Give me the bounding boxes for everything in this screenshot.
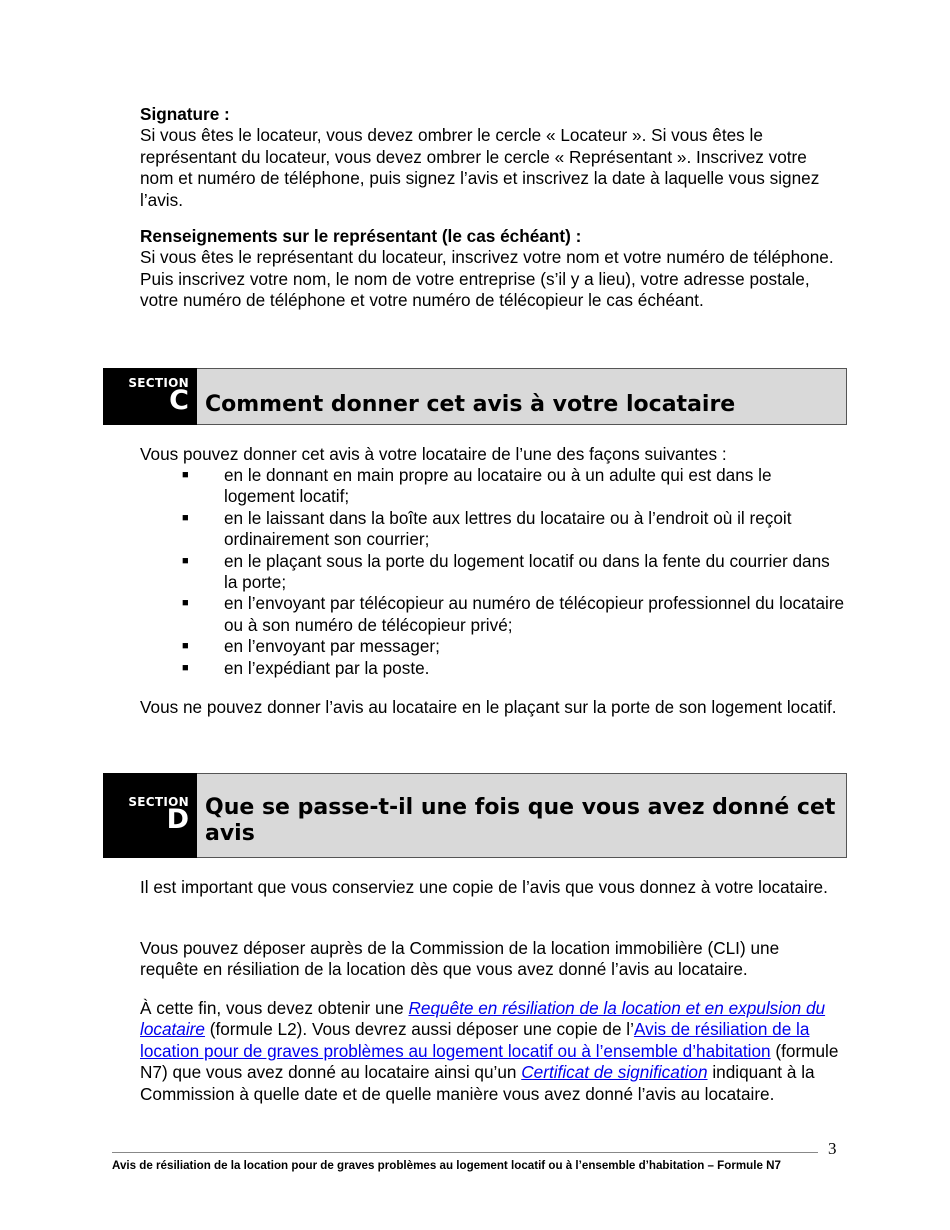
representative-heading: Renseignements sur le représentant (le cas échéant) : [140, 226, 582, 246]
section-c-tab [103, 368, 197, 425]
representative-block [140, 226, 840, 312]
bullet-icon: ■ [182, 597, 189, 610]
signature-text: Si vous êtes le locateur, vous devez ombrer le cercle « Locateur ». Si vous êtes le représentant du locateur, vous devez ombrer le cercle « Représentant ». Inscrivez votre nom et numéro de téléphone, puis signez l’avis et inscrivez la date à laquelle vous signez l’avis. [140, 125, 820, 210]
list-item: ■ en l’envoyant par messager; [182, 636, 440, 657]
list-item: ■ en le donnant en main propre au locataire ou à un adulte qui est dans le logement locatif; [182, 465, 772, 507]
page-number: 3 [828, 1139, 837, 1158]
footer-divider [112, 1152, 818, 1153]
list-item: ■ en le laissant dans la boîte aux lettres du locataire ou à l’endroit où il reçoit ordinairement son courrier; [182, 507, 792, 550]
section-c-note: Vous ne pouvez donner l’avis au locataire en le plaçant sur la porte de son logement locatif. [140, 697, 837, 717]
form-n7-link[interactable]: Avis de résiliation de la location pour de graves problèmes au logement locatif ou à l’ensemble d’habitation [140, 1019, 810, 1061]
delivery-methods-list [140, 465, 845, 679]
section-d-paragraph-1: Il est important que vous conserviez une copie de l’avis que vous donnez à votre locataire. [140, 877, 828, 897]
list-item: ■ en le plaçant sous la porte du logement locatif ou dans la fente du courrier dans la porte; [182, 550, 830, 593]
representative-text: Si vous êtes le représentant du locateur, inscrivez votre nom et votre numéro de téléphone. Puis inscrivez votre nom, le nom de votre entreprise (s’il y a lieu), votre adresse postale, votre numéro de téléphone et votre numéro de télécopieur le cas échéant. [140, 247, 834, 311]
list-item: ■ en l’envoyant par télécopieur au numéro de télécopieur professionnel du locataire ou à son numéro de télécopieur privé; [182, 593, 845, 635]
section-c-intro: Vous pouvez donner cet avis à votre locataire de l’une des façons suivantes : [140, 444, 727, 464]
bullet-icon: ■ [182, 469, 189, 481]
certificate-of-service-link[interactable]: Certificat de signification [521, 1062, 708, 1083]
section-d-header [103, 773, 847, 858]
footer-title: Avis de résiliation de la location pour de graves problèmes au logement locatif ou à l’ensemble d’habitation – Formule N7 [112, 1159, 781, 1172]
section-c-header [103, 368, 847, 425]
signature-block [140, 104, 840, 211]
signature-heading: Signature : [140, 104, 230, 124]
bullet-icon: ■ [182, 554, 189, 567]
section-d-paragraph-3: À cette fin, vous devez obtenir une Requête en résiliation de la location et en expulsion du locataire (formule L2). Vous devrez aussi déposer une copie de l’Avis de résiliation de la location pour de graves problèmes au logement locatif ou à l’ensemble d’habitation (formule N7) que vous avez donné au locataire ainsi qu’un Certificat de signification indiquant à la Commission à quelle date et de quelle manière vous avez donné l’avis au locataire. [140, 998, 839, 1104]
section-d-label: SECTION [128, 795, 189, 809]
form-l2-link[interactable]: Requête en résiliation de la location et en expulsion du locataire [140, 998, 826, 1040]
section-d-title: Que se passe-t-il une fois que vous avez donné cet avis [205, 795, 836, 846]
section-c-title: Comment donner cet avis à votre locataire [205, 392, 736, 417]
bullet-icon: ■ [182, 661, 189, 674]
bullet-icon: ■ [182, 640, 189, 653]
section-d-paragraph-2: Vous pouvez déposer auprès de la Commission de la location immobilière (CLI) une requête en résiliation de la location dès que vous avez donné l’avis au locataire. [140, 938, 780, 980]
section-c-label: SECTION [128, 376, 189, 390]
list-item: ■ en l’expédiant par la poste. [182, 657, 430, 678]
bullet-icon: ■ [182, 511, 189, 524]
section-d-letter: D [166, 804, 189, 835]
section-d-tab [103, 773, 197, 858]
section-c-letter: C [169, 385, 189, 416]
